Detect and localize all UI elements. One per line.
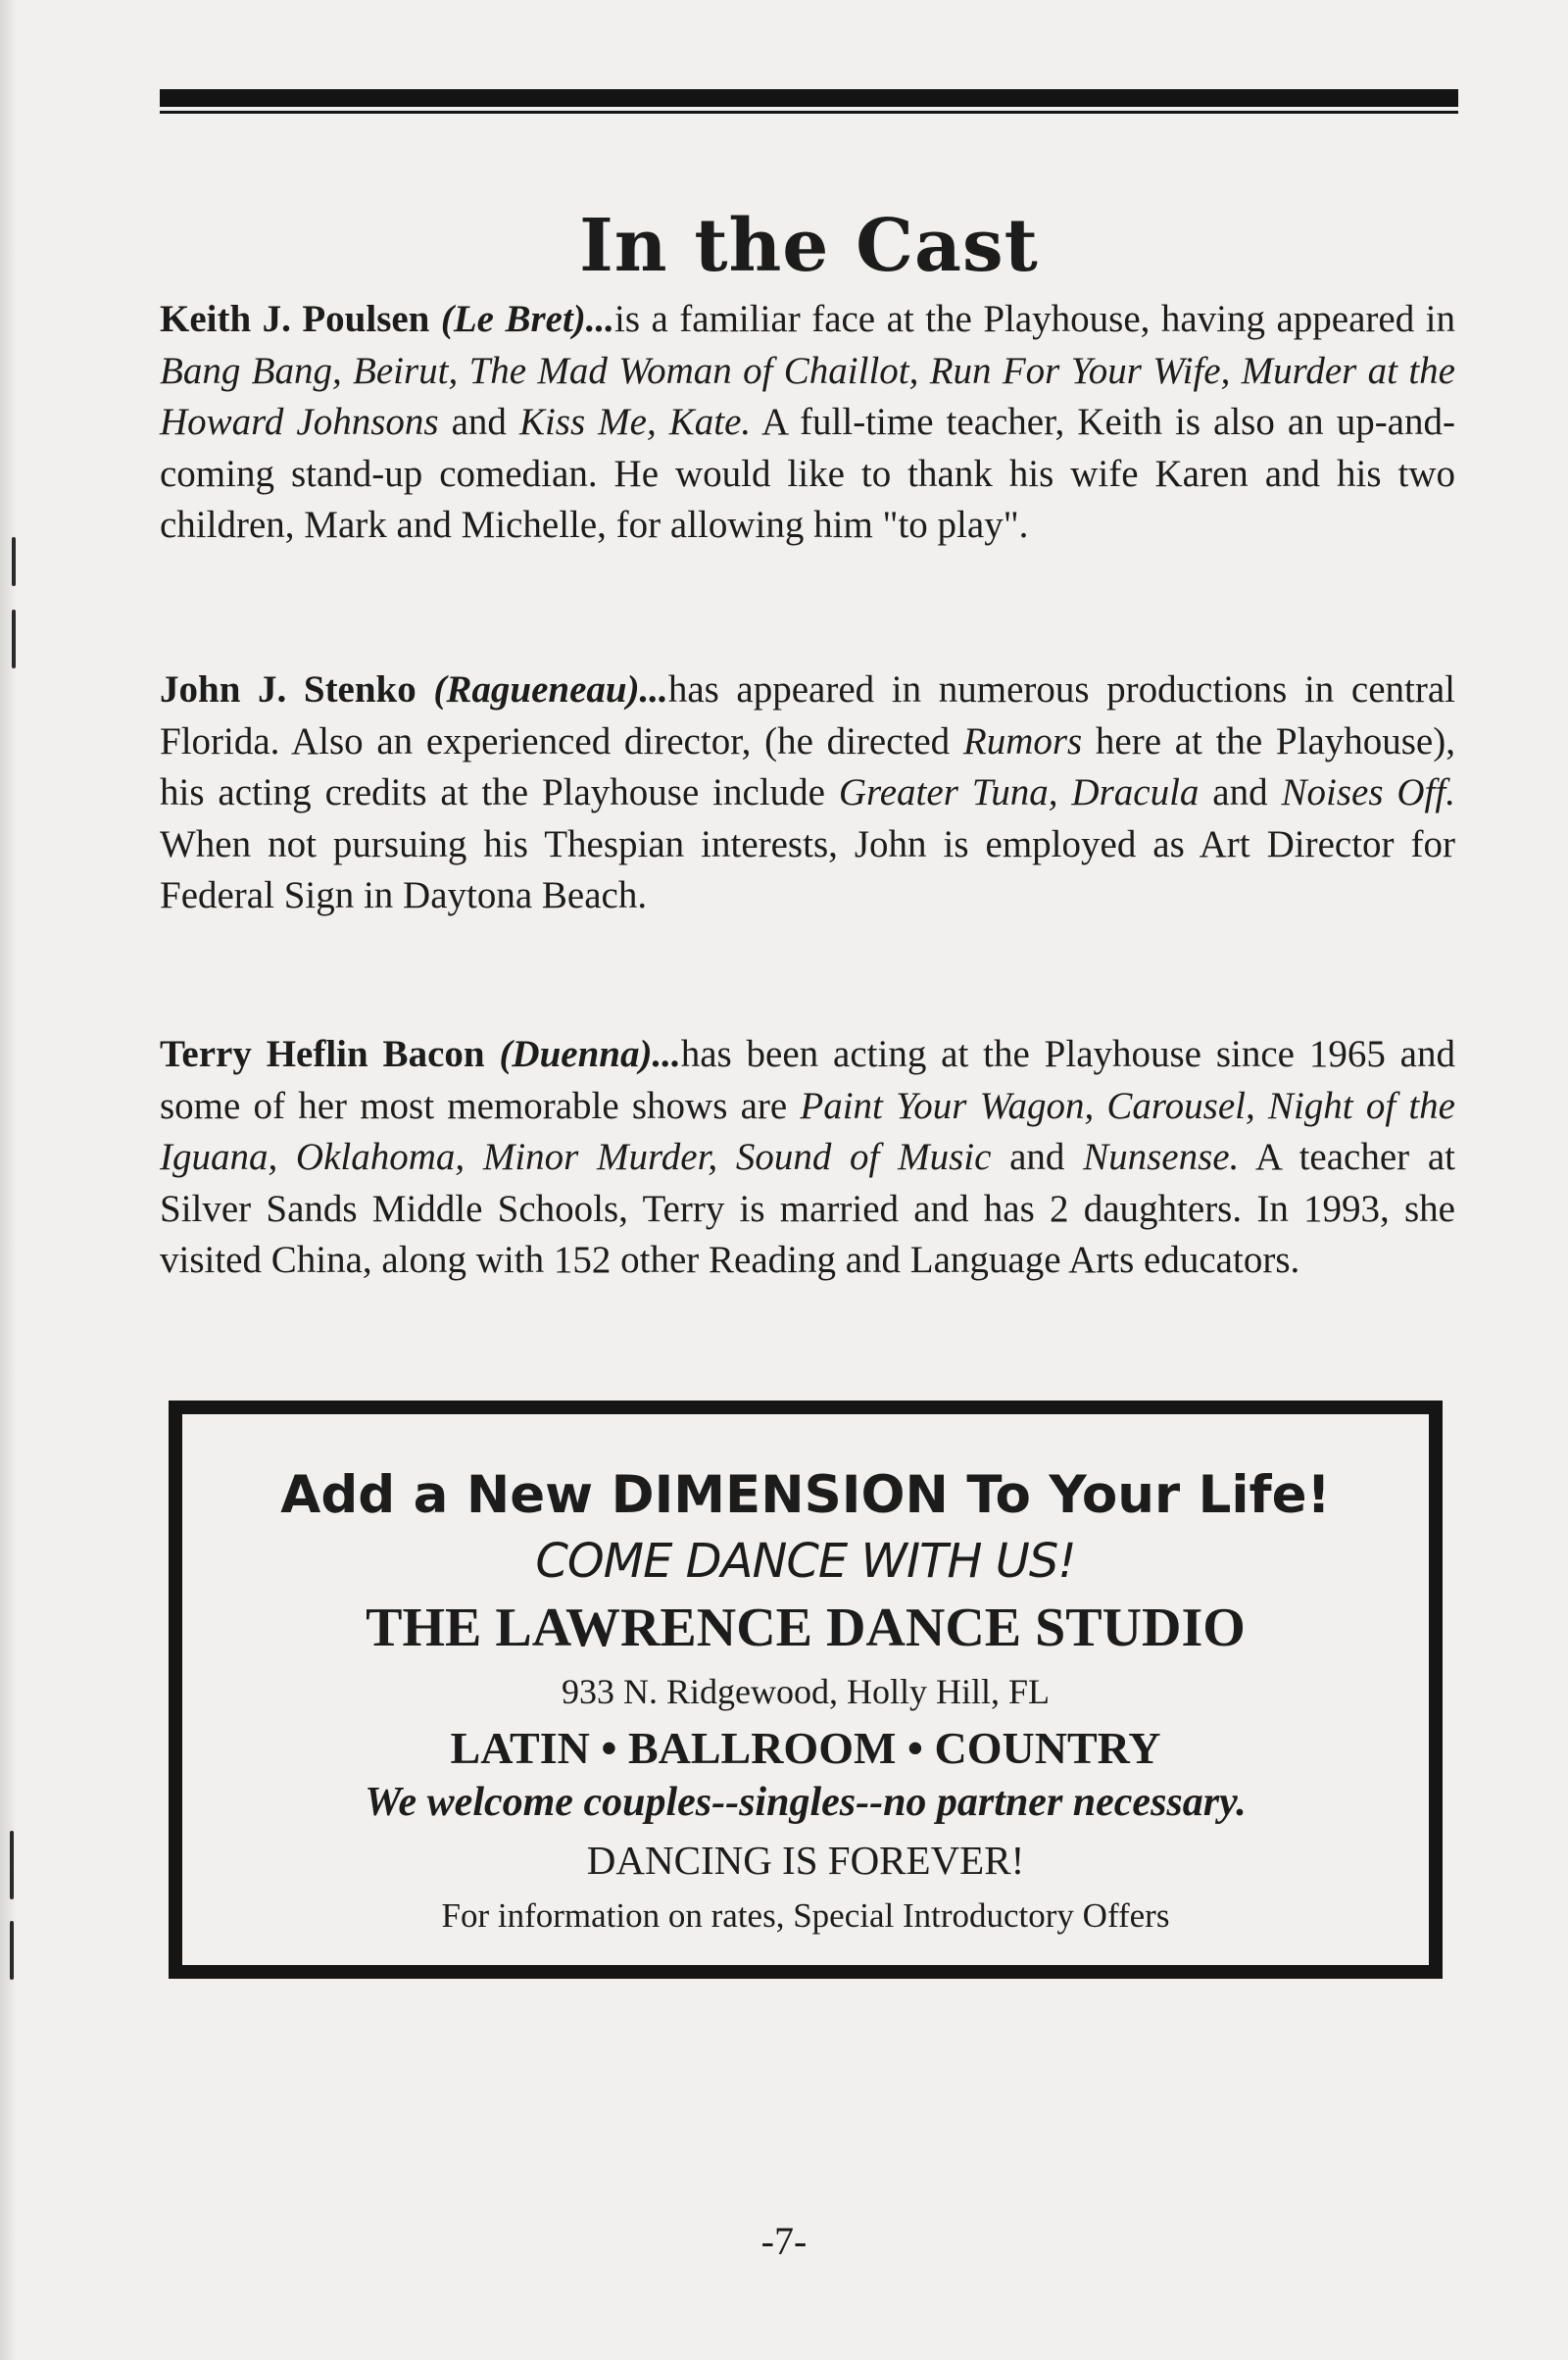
bio-text: and <box>991 1136 1084 1179</box>
cast-bio-john-stenko <box>160 664 1455 922</box>
show-titles: Kiss Me, Kate. <box>518 401 752 444</box>
ad-address: 933 N. Ridgewood, Holly Hill, FL <box>561 1672 1050 1711</box>
role-name: (Ragueneau)... <box>433 668 668 711</box>
role-name: (Duenna)... <box>499 1033 681 1075</box>
cast-bio-terry-bacon <box>160 1029 1455 1287</box>
ad-slogan: DANCING IS FOREVER! <box>586 1838 1025 1883</box>
page-edge <box>0 0 16 2360</box>
show-titles: Noises Off. <box>1281 771 1455 814</box>
staple-mark <box>10 1831 14 1899</box>
bio-text: and <box>438 401 519 444</box>
bio-text: has been acting at the Playhouse since 1965 and some of her most memorable shows are <box>160 1033 1455 1127</box>
header-rule <box>160 89 1458 107</box>
show-titles: Paint Your Wagon, Carousel, Night of the Iguana, Oklahoma, Minor Murder, Sound of Music <box>160 1084 1455 1179</box>
staple-mark <box>12 537 16 586</box>
ad-dance-styles: LATIN • BALLROOM • COUNTRY <box>450 1723 1161 1773</box>
bio-text: and <box>1199 771 1282 814</box>
ad-info-line: For information on rates, Special Introductory Offers <box>441 1896 1170 1935</box>
dance-studio-advertisement <box>169 1401 1443 1979</box>
actor-name: Terry Heflin Bacon <box>160 1033 485 1075</box>
page-number: -7- <box>760 2219 808 2263</box>
ad-studio-name: THE LAWRENCE DANCE STUDIO <box>366 1598 1246 1658</box>
staple-mark <box>12 610 16 668</box>
role-name: (Le Bret)... <box>440 298 615 340</box>
cast-bio-keith-poulsen <box>160 294 1455 552</box>
show-titles: Bang Bang, Beirut, The Mad Woman of Chaillot, Run For Your Wife, Murder at the Howard Johnsons <box>160 349 1455 444</box>
show-titles: Rumors <box>962 719 1083 762</box>
ad-headline: Add a New DIMENSION To Your Life! <box>280 1465 1331 1525</box>
show-titles: Nunsense. <box>1083 1136 1240 1179</box>
ad-tagline: COME DANCE WITH US! <box>535 1534 1076 1589</box>
actor-name: Keith J. Poulsen <box>160 298 430 340</box>
bio-text: A full-time teacher, Keith is also an up-and-coming stand-up comedian. He would like to thank his wife Karen and his two children, Mark and Michelle, for allowing him "to play". <box>160 401 1455 547</box>
bio-text: When not pursuing his Thespian interests, John is employed as Art Director for Federal Sign in Daytona Beach. <box>160 822 1455 917</box>
show-titles: Greater Tuna, Dracula <box>838 771 1200 814</box>
bio-text: A teacher at Silver Sands Middle Schools, Terry is married and has 2 daughters. In 1993, she visited China, along with 152 other Reading and Language Arts educators. <box>160 1136 1455 1282</box>
ad-welcome-line: We welcome couples--singles--no partner necessary. <box>365 1780 1247 1825</box>
bio-text: is a familiar face at the Playhouse, having appeared in <box>614 298 1456 340</box>
staple-mark <box>10 1921 14 1980</box>
actor-name: John J. Stenko <box>160 668 416 711</box>
page-title: In the Cast <box>579 203 1039 288</box>
bio-text: has appeared in numerous productions in central Florida. Also an experienced director, (he directed <box>160 668 1455 762</box>
bio-text: here at the Playhouse), his acting credits at the Playhouse include <box>160 719 1455 814</box>
